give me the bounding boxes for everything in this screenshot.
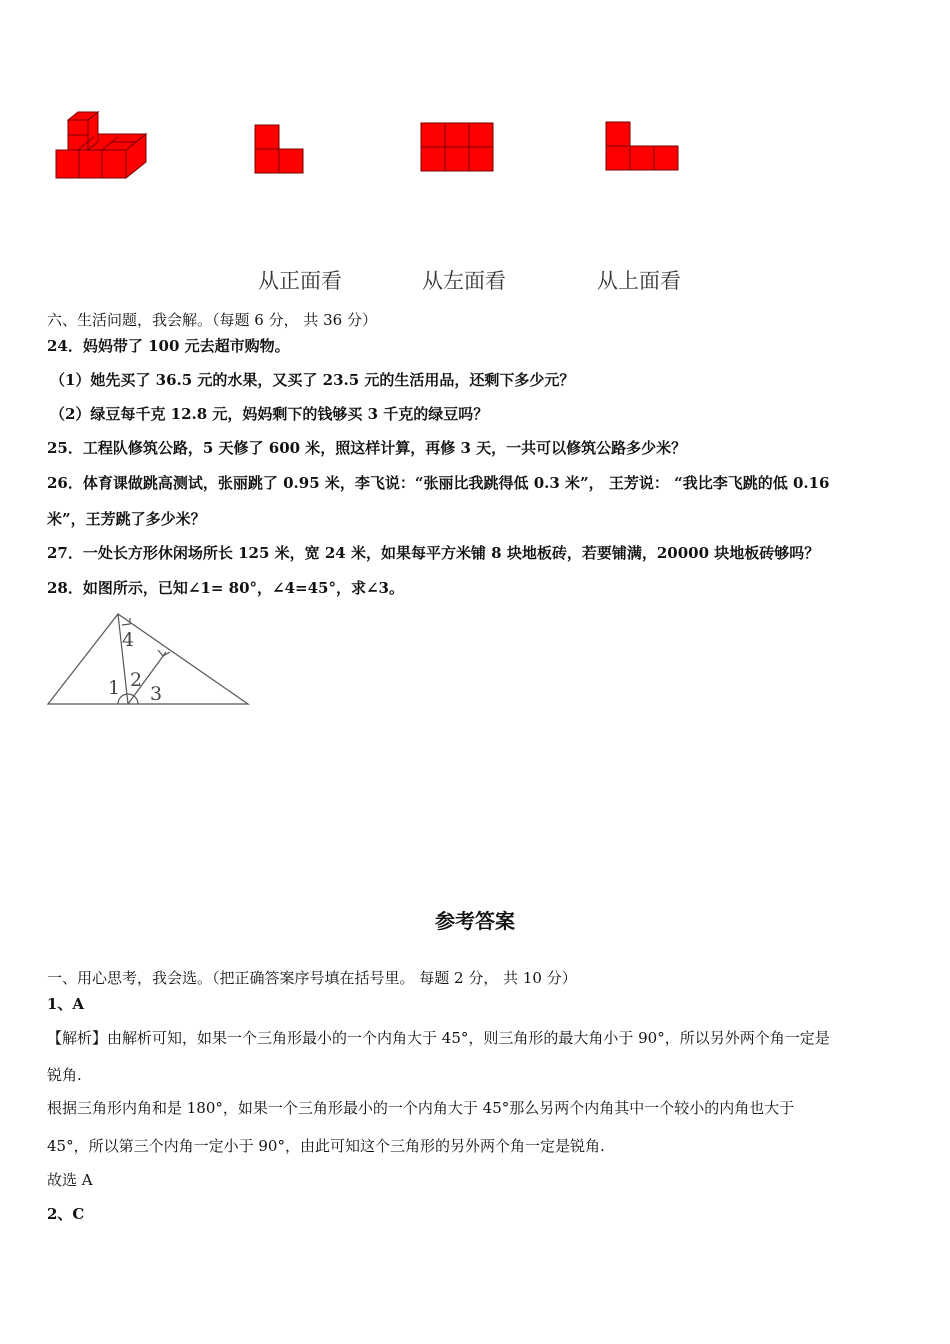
question-26-line-1: 26．体育课做跳高测试，张丽跳了 0.95 米，李飞说：“张丽比我跳得低 0.3 米”， 王芳说： “我比李飞跳的低 0.16 [47,474,830,492]
answers-section-1-heading: 一、用心思考，我会选。（把正确答案序号填在括号里。 每题 2 分， 共 10 分） [47,969,577,987]
question-27: 27．一处长方形休闲场所长 125 米，宽 24 米，如果每平方米铺 8 块地板砖，若要铺满，20000 块地板砖够吗？ [47,544,820,562]
question-28: 28．如图所示，已知∠1= 80°，∠4=45°，求∠3。 [47,579,404,597]
question-24-part-1: （1）她先买了 36.5 元的水果，又买了 23.5 元的生活用品，还剩下多少元？ [50,371,575,389]
question-24: 24．妈妈带了 100 元去超市购物。 [47,337,290,355]
angle-label-3: 3 [150,683,163,705]
answer-1-explanation-line-4: 45°，所以第三个内角一定小于 90°，由此可知这个三角形的另外两个角一定是锐角. [47,1137,605,1155]
question-24-part-2: （2）绿豆每千克 12.8 元，妈妈剩下的钱够买 3 千克的绿豆吗？ [50,405,489,423]
answer-1: 1、A [47,995,85,1013]
caption-front-view: 从正面看 [258,269,342,293]
answer-1-explanation-line-2: 锐角. [47,1066,82,1084]
angle-label-1: 1 [108,677,121,699]
angle-label-4: 4 [122,629,135,651]
answer-1-conclusion: 故选 A [47,1171,93,1189]
answer-1-explanation-line-3: 根据三角形内角和是 180°，如果一个三角形最小的一个内角大于 45°那么另两个内角其中一个较小的内角也大于 [47,1099,795,1117]
caption-left-view: 从左面看 [422,269,506,293]
top-view-figure [605,121,685,176]
answer-1-explanation-line-1: 【解析】由解析可知，如果一个三角形最小的一个内角大于 45°，则三角形的最大角小于 90°，所以另外两个角一定是 [47,1029,830,1047]
section-6-heading: 六、生活问题，我会解。（每题 6 分， 共 36 分） [47,311,377,329]
question-26-line-2: 米”，王芳跳了多少米？ [47,510,206,528]
answers-title: 参考答案 [435,909,515,933]
answer-2: 2、C [47,1205,85,1223]
question-25: 25．工程队修筑公路，5 天修了 600 米，照这样计算，再修 3 天，一共可以修筑公路多少米？ [47,439,687,457]
caption-top-view: 从上面看 [597,269,681,293]
triangle-angle-figure [46,612,256,712]
cube-solid-figure [54,110,154,185]
angle-label-2: 2 [130,669,143,691]
front-view-figure [254,124,314,184]
left-view-figure [420,122,500,177]
